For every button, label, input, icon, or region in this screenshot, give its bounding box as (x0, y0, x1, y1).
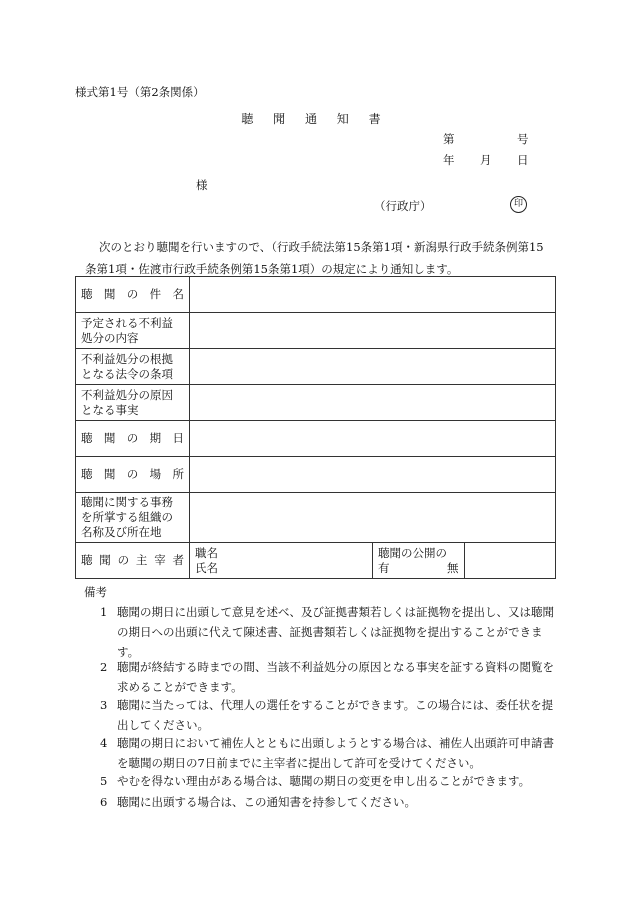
row-value-office (190, 493, 556, 543)
row-label-place (76, 457, 190, 493)
remark-item (100, 602, 556, 662)
row-label-legal-basis: 不利益処分の根拠となる法令の条項 (76, 349, 190, 385)
table-row (76, 313, 556, 349)
label-char: 件 (149, 287, 162, 301)
doc-number-suffix: 号 (517, 132, 529, 146)
row-label-office: 聴聞に関する事務を所掌する組織の名称及び所在地 (76, 493, 190, 543)
public-hearing-label-cell (373, 543, 465, 579)
row-label-subject (76, 277, 190, 313)
remarks-heading: 備考 (84, 585, 107, 599)
label-char: 日 (172, 431, 184, 445)
table-row (76, 457, 556, 493)
label-char: 主 (135, 553, 148, 567)
label-char: 宰 (154, 553, 166, 567)
table-row (76, 349, 556, 385)
row-label-presider (76, 543, 190, 579)
table-row (76, 543, 556, 579)
hearing-details-table (75, 276, 556, 579)
remark-text: 聴聞に出頭する場合は、この通知書を持参してください。 (117, 795, 416, 809)
remark-item (100, 733, 556, 773)
public-hearing-label: 聴聞の公開の (378, 545, 447, 560)
label-char: 聞 (103, 287, 116, 301)
label-char: の (126, 287, 139, 301)
table-row (76, 493, 556, 543)
label-char: 名 (172, 287, 184, 301)
remark-number: 5 (100, 774, 108, 788)
remark-number: 4 (100, 736, 108, 750)
presider-name-cell (190, 543, 373, 579)
remark-item (100, 657, 556, 697)
intro-paragraph: 次のとおり聴聞を行いますので、（行政手続法第15条第1項・新潟県行政手続条例第15条第1項・佐渡市行政手続条例第15条第1項）の規定により通知します。 (85, 240, 544, 276)
public-no-label: 無 (447, 560, 459, 575)
table-row (76, 385, 556, 421)
row-value-disposition (190, 313, 556, 349)
remark-number: 3 (100, 698, 108, 712)
date-year-label: 年 (443, 153, 455, 167)
seal-icon: 印 (510, 196, 527, 213)
presider-name-label: 氏名 (195, 560, 218, 575)
label-char: 聞 (103, 431, 116, 445)
label-char: 所 (172, 467, 184, 481)
label-char: 者 (172, 553, 184, 567)
remark-text: 聴聞が終結する時までの間、当該不利益処分の原因となる事実を証する資料の閲覧を求めることができます。 (117, 660, 554, 694)
label-char: の (117, 553, 130, 567)
label-char: 聞 (103, 467, 116, 481)
label-char: 聴 (81, 287, 93, 301)
remark-number: 6 (100, 795, 108, 809)
label-char: 聴 (81, 553, 93, 567)
label-char: 聴 (81, 431, 93, 445)
label-char: 場 (149, 467, 162, 481)
row-label-date (76, 421, 190, 457)
doc-number-prefix: 第 (443, 132, 455, 146)
document-title: 聴 聞 通 知 書 (241, 112, 389, 126)
date-month-label: 月 (480, 153, 492, 167)
remark-number: 1 (100, 605, 108, 619)
remark-text: 聴聞の期日に出頭して意見を述べ、及び証拠書類若しくは証拠物を提出し、又は聴聞の期日への出頭に代えて陳述書、証拠書類若しくは証拠物を提出することができます。 (117, 605, 554, 659)
date-day-label: 日 (517, 153, 529, 167)
remark-text: 聴聞の期日において補佐人とともに出頭しようとする場合は、補佐人出頭許可申請書を聴聞の期日の7日前までに主宰者に提出して許可を受けてください。 (117, 736, 554, 770)
label-char: の (126, 467, 139, 481)
table-row (76, 277, 556, 313)
remark-text: 聴聞に当たっては、代理人の選任をすることができます。この場合には、委任状を提出してください。 (117, 698, 554, 732)
remark-item (100, 771, 556, 791)
agency-label: （行政庁） (374, 199, 432, 213)
row-label-disposition: 予定される不利益処分の内容 (76, 313, 190, 349)
form-number: 様式第1号（第2条関係） (75, 85, 205, 99)
addressee-suffix: 様 (196, 178, 208, 192)
row-value-cause (190, 385, 556, 421)
row-value-subject (190, 277, 556, 313)
row-value-date (190, 421, 556, 457)
label-char: の (126, 431, 139, 445)
label-char: 聴 (81, 467, 93, 481)
row-label-cause: 不利益処分の原因となる事実 (76, 385, 190, 421)
presider-title-label: 職名 (195, 545, 218, 560)
public-yes-label: 有 (378, 560, 390, 575)
remark-text: やむを得ない理由がある場合は、聴聞の期日の変更を申し出ることができます。 (117, 774, 531, 788)
row-value-legal-basis (190, 349, 556, 385)
label-char: 聞 (99, 553, 111, 567)
remark-number: 2 (100, 660, 108, 674)
remark-item (100, 792, 556, 812)
remark-item (100, 695, 556, 735)
table-row (76, 421, 556, 457)
row-value-place (190, 457, 556, 493)
label-char: 期 (149, 431, 162, 445)
public-hearing-value-cell (464, 543, 556, 579)
